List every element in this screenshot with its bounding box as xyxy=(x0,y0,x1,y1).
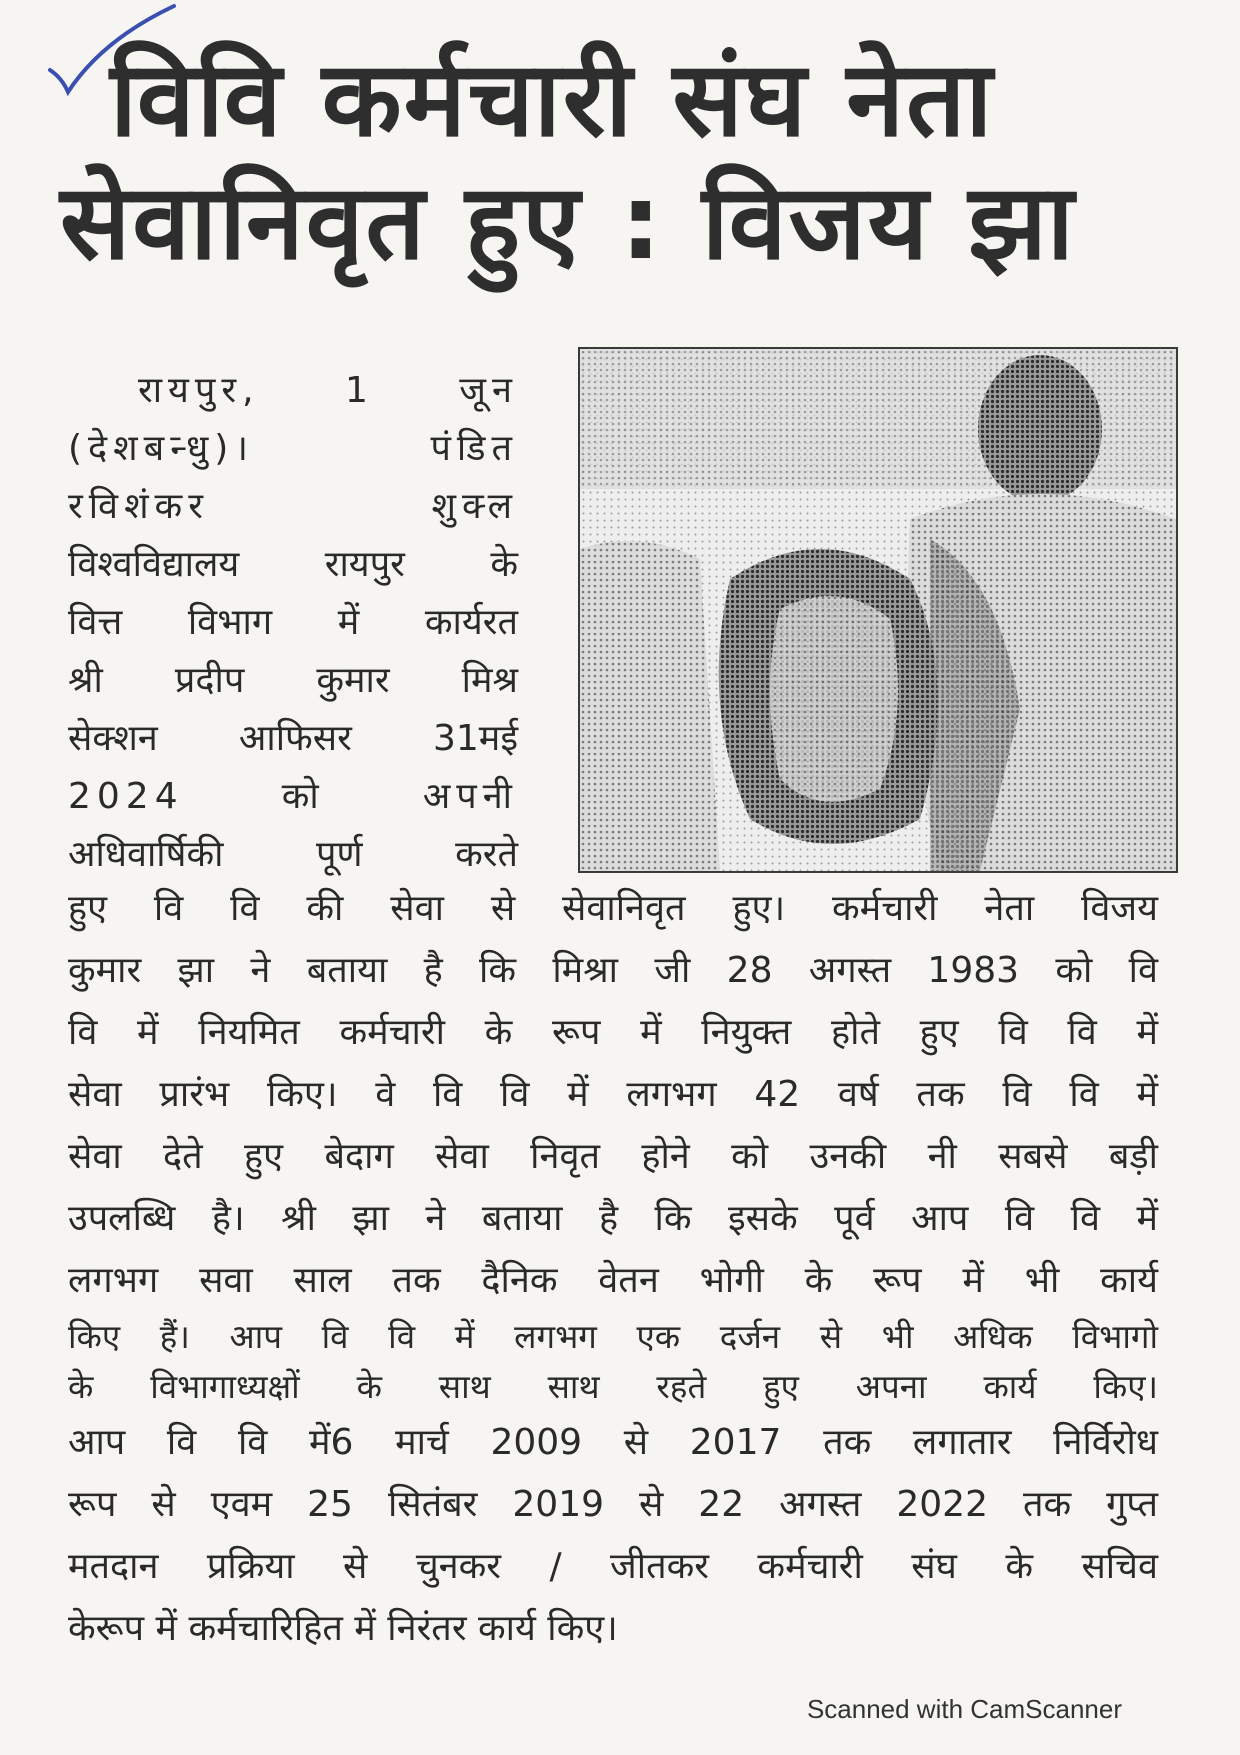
body-line: वि में नियमित कर्मचारी के रूप में नियुक्त होते हुए वि वि में xyxy=(68,1012,1158,1053)
lead-line: सेक्शन आफिसर 31मई xyxy=(68,718,518,759)
headline-line-1: विवि कर्मचारी संघ नेता xyxy=(110,38,995,160)
body-line: किए हैं। आप वि वि में लगभग एक दर्जन से भी अधिक विभागो xyxy=(68,1317,1158,1356)
lead-line: वित्त विभाग में कार्यरत xyxy=(68,602,518,643)
body-line: हुए वि वि की सेवा से सेवानिवृत हुए। कर्मचारी नेता विजय xyxy=(68,888,1158,929)
lead-line: (देशबन्धु)। पंडित xyxy=(68,428,518,469)
body-line: लगभग सवा साल तक दैनिक वेतन भोगी के रूप में भी कार्य xyxy=(68,1260,1158,1301)
scanner-watermark: Scanned with CamScanner xyxy=(806,1694,1122,1724)
article-body xyxy=(68,878,1158,1660)
photo-halftone-icon xyxy=(580,349,1176,871)
lead-line: रायपुर, 1 जून xyxy=(138,370,518,411)
lead-line: अधिवार्षिकी पूर्ण करते xyxy=(68,834,518,875)
body-line: के विभागाध्यक्षों के साथ साथ रहते हुए अपना कार्य किए। xyxy=(68,1367,1158,1406)
body-line: सेवा देते हुए बेदाग सेवा निवृत होने को उनकी नी सबसे बड़ी xyxy=(68,1136,1158,1177)
body-line: कुमार झा ने बताया है कि मिश्रा जी 28 अगस्त 1983 को वि xyxy=(68,950,1158,991)
body-line: केरूप में कर्मचारिहित में निरंतर कार्य किए। xyxy=(68,1608,618,1649)
lead-line: श्री प्रदीप कुमार मिश्र xyxy=(68,660,518,701)
lead-line: विश्वविद्यालय रायपुर के xyxy=(68,544,518,585)
lead-line: रविशंकर शुक्ल xyxy=(68,486,518,527)
news-photo xyxy=(578,347,1178,873)
body-line: उपलब्धि है। श्री झा ने बताया है कि इसके पूर्व आप वि वि में xyxy=(68,1198,1158,1239)
article-lead-column xyxy=(68,362,518,884)
body-line: रूप से एवम 25 सितंबर 2019 से 22 अगस्त 2022 तक गुप्त xyxy=(68,1484,1158,1525)
body-line: मतदान प्रक्रिया से चुनकर / जीतकर कर्मचारी संघ के सचिव xyxy=(68,1546,1158,1587)
lead-line: 2024 को अपनी xyxy=(68,776,518,817)
body-line: सेवा प्रारंभ किए। वे वि वि में लगभग 42 वर्ष तक वि वि में xyxy=(68,1074,1158,1115)
body-line: आप वि वि में6 मार्च 2009 से 2017 तक लगातार निर्विरोध xyxy=(68,1422,1158,1463)
headline xyxy=(60,40,1180,286)
headline-line-2: सेवानिवृत हुए : विजय झा xyxy=(60,161,1076,283)
